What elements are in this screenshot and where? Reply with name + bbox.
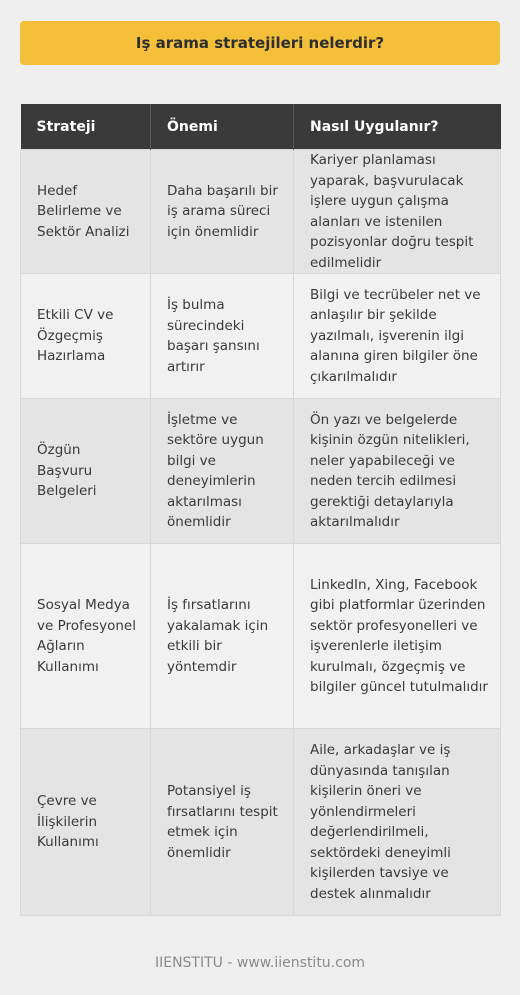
cell-importance: İş bulma sürecindeki başarı şansını artırır <box>151 274 294 399</box>
table-row <box>21 150 501 274</box>
cell-how: Aile, arkadaşlar ve iş dünyasında tanışılan kişilerin öneri ve yönlendirmeleri değerlendirilmeli, sektördeki deneyimli kişilerden tavsiye ve destek alınmalıdır <box>294 729 501 916</box>
cell-how: LinkedIn, Xing, Facebook gibi platformlar üzerinden sektör profesyonelleri ve işverenlerle iletişim kurulmalı, özgeçmiş ve bilgiler güncel tutulmalıdır <box>294 544 501 729</box>
cell-strategy: Hedef Belirleme ve Sektör Analizi <box>21 150 151 274</box>
cell-how: Kariyer planlaması yaparak, başvurulacak işlere uygun çalışma alanları ve istenilen pozisyonlar doğru tespit edilmelidir <box>294 150 501 274</box>
table-row <box>21 544 501 729</box>
table-row <box>21 729 501 916</box>
page-title: Iş arama stratejileri nelerdir? <box>135 34 385 52</box>
footer-credit: IIENSTITU - www.iienstitu.com <box>154 955 366 971</box>
cell-strategy: Sosyal Medya ve Profesyonel Ağların Kullanımı <box>21 544 151 729</box>
cell-importance: İşletme ve sektöre uygun bilgi ve deneyimlerin aktarılması önemlidir <box>151 399 294 544</box>
header-how: Nasıl Uygulanır? <box>294 104 501 150</box>
cell-how: Bilgi ve tecrübeler net ve anlaşılır bir şekilde yazılmalı, işverenin ilgi alanına giren bilgiler öne çıkarılmalıdır <box>294 274 501 399</box>
title-banner <box>20 21 500 65</box>
cell-importance: Potansiyel iş fırsatlarını tespit etmek için önemlidir <box>151 729 294 916</box>
cell-strategy: Etkili CV ve Özgeçmiş Hazırlama <box>21 274 151 399</box>
header-strategy: Strateji <box>21 104 151 150</box>
table-header-row <box>21 104 501 150</box>
cell-strategy: Özgün Başvuru Belgeleri <box>21 399 151 544</box>
cell-importance: Daha başarılı bir iş arama süreci için önemlidir <box>151 150 294 274</box>
table-row <box>21 274 501 399</box>
strategy-table <box>20 104 501 916</box>
table-row <box>21 399 501 544</box>
cell-how: Ön yazı ve belgelerde kişinin özgün nitelikleri, neler yapabileceği ve neden tercih edilmesi gerektiği detaylarıyla aktarılmalıdır <box>294 399 501 544</box>
cell-importance: İş fırsatlarını yakalamak için etkili bir yöntemdir <box>151 544 294 729</box>
header-importance: Önemi <box>151 104 294 150</box>
cell-strategy: Çevre ve İlişkilerin Kullanımı <box>21 729 151 916</box>
